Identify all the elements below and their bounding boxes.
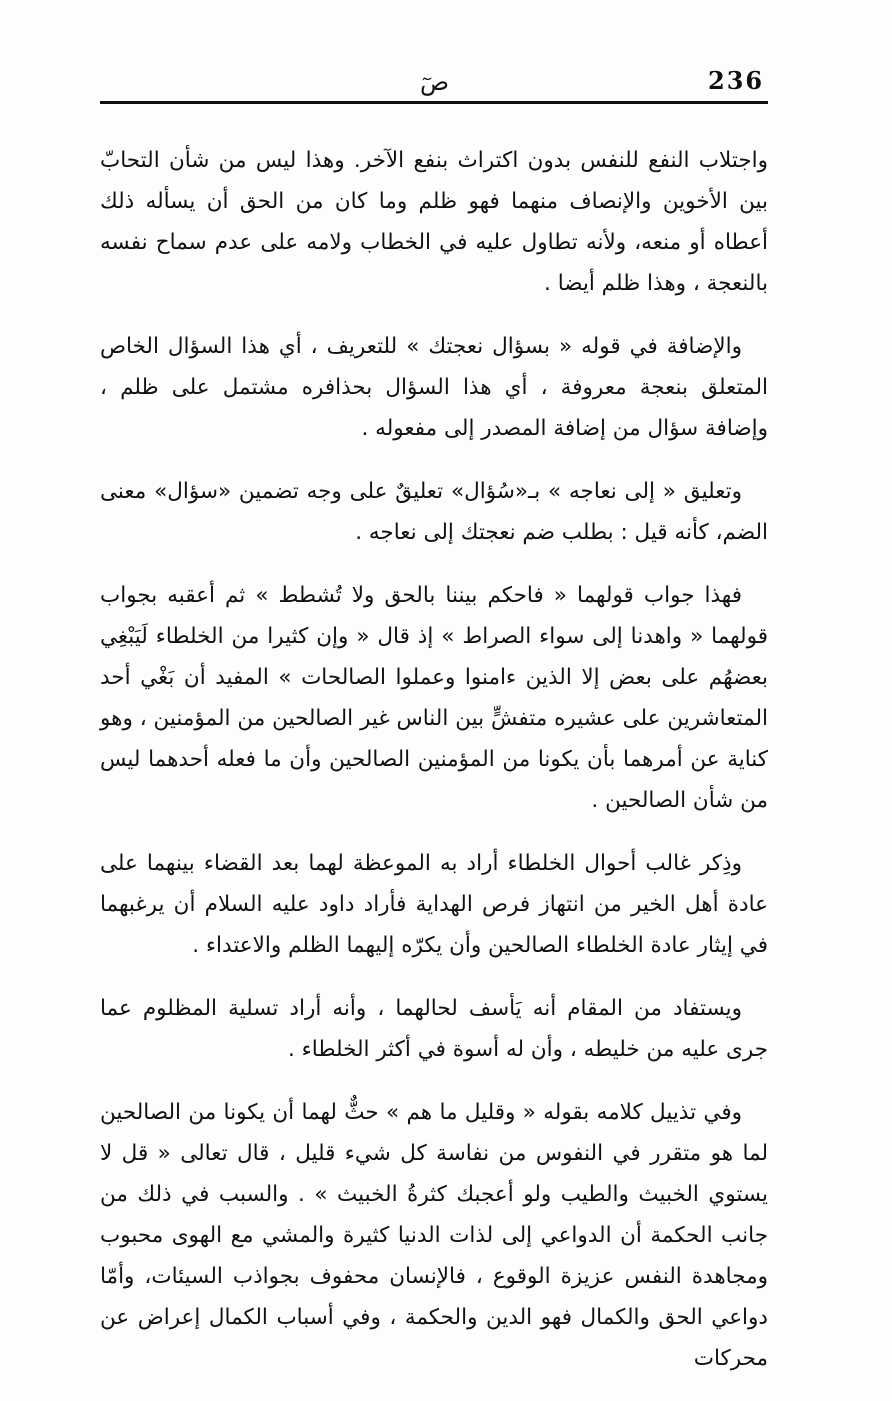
page-number: 236 — [708, 66, 765, 95]
page-body — [100, 140, 768, 1401]
paragraph: ويستفاد من المقام أنه يَأسف لحالهما ، وأنه أراد تسلية المظلوم عما جرى عليه من خليطه ، وأن له أسوة في أكثر الخلطاء . — [100, 996, 768, 1062]
paragraph: والإضافة في قوله « بسؤال نعجتك » للتعريف ، أي هذا السؤال الخاص المتعلق بنعجة معروفة ، أي هذا السؤال بحذافره مشتمل على ظلم ، وإضافة سؤال من إضافة المصدر إلى مفعوله . — [100, 334, 768, 441]
page-header — [100, 62, 768, 102]
paragraph: وتعليق « إلى نعاجه » بـ«سُؤال» تعليقٌ على وجه تضمين «سؤال» معنى الضم، كأنه قيل : بطلب ضم نعجتك إلى نعاجه . — [100, 479, 768, 545]
surah-title: صٓ — [420, 68, 450, 96]
paragraph: فهذا جواب قولهما « فاحكم بيننا بالحق ولا تُشطط » ثم أعقبه بجواب قولهما « واهدنا إلى سواء الصراط » إذ قال « وإن كثيرا من الخلطاء لَيَبْغِي بعضهُم على بعض إلا الذين ءامنوا وعملوا الصالحات » المفيد أن بَغْي أحد المتعاشرين على عشيره متفشٍّ بين الناس غير الصالحين من المؤمنين ، وهو كناية عن أمرهما بأن يكونا من المؤمنين الصالحين وأن ما فعله أحدهما ليس من شأن الصالحين . — [100, 583, 768, 813]
paragraph: وذِكر غالب أحوال الخلطاء أراد به الموعظة لهما بعد القضاء بينهما على عادة أهل الخير من انتهاز فرص الهداية فأراد داود عليه السلام أن يرغبهما في إيثار عادة الخلطاء الصالحين وأن يكرّه إليهما الظلم والاعتداء . — [100, 851, 768, 958]
paragraph: واجتلاب النفع للنفس بدون اكتراث بنفع الآخر. وهذا ليس من شأن التحابّ بين الأخوين والإنصاف منهما فهو ظلم وما كان من الحق أن يسأله ذلك أعطاه أو منعه، ولأنه تطاول عليه في الخطاب ولامه على عدم سماح نفسه بالنعجة ، وهذا ظلم أيضا . — [100, 148, 768, 296]
paragraph: وفي تذييل كلامه بقوله « وقليل ما هم » حثٌّ لهما أن يكونا من الصالحين لما هو متقرر في النفوس من نفاسة كل شيء قليل ، قال تعالى « قل لا يستوي الخبيث والطيب ولو أعجبك كثرةُ الخبيث » . والسبب في ذلك من جانب الحكمة أن الدواعي إلى لذات الدنيا كثيرة والمشي مع الهوى محبوب ومجاهدة النفس عزيزة الوقوع ، فالإنسان محفوف بجواذب السيئات، وأمّا دواعي الحق والكمال فهو الدين والحكمة ، وفي أسباب الكمال إعراض عن محركات — [100, 1100, 768, 1371]
header-rule — [100, 101, 768, 104]
